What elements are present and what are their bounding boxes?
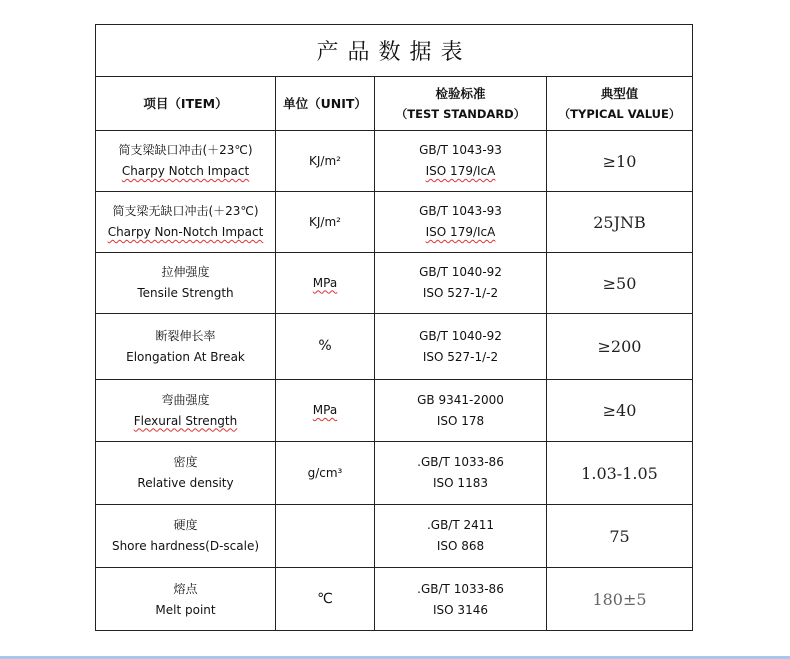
standard-gb: GB/T 1040-92 <box>419 328 502 343</box>
item-cell <box>96 253 276 313</box>
table-row <box>96 442 692 505</box>
table-row <box>96 253 692 314</box>
item-cell <box>96 314 276 379</box>
header-standard <box>375 77 547 130</box>
item-cell <box>96 505 276 567</box>
item-cn: 熔点 <box>173 581 198 596</box>
unit: KJ/m² <box>309 153 341 168</box>
item-cell <box>96 568 276 631</box>
standard-cell <box>375 131 547 191</box>
item-en: Charpy Notch Impact <box>121 164 250 178</box>
item-cell <box>96 442 276 504</box>
standard-iso: ISO 179/IcA <box>425 164 496 178</box>
standard-cell <box>375 380 547 441</box>
header-typical <box>547 77 692 130</box>
value-cell <box>547 380 692 441</box>
header-standard-cn: 检验标准 <box>435 85 486 101</box>
value-cell <box>547 314 692 379</box>
unit-cell <box>276 253 375 313</box>
table-row <box>96 314 692 380</box>
item-en: Charpy Non-Notch Impact <box>107 225 264 239</box>
typical-value: ≥200 <box>597 337 642 356</box>
standard-iso: ISO 3146 <box>433 602 488 617</box>
standard-iso: ISO 868 <box>436 539 485 553</box>
unit-cell <box>276 131 375 191</box>
unit: MPa <box>312 275 338 290</box>
table-row <box>96 192 692 253</box>
typical-value: ≥10 <box>602 151 637 171</box>
header-standard-en: （TEST STANDARD） <box>395 106 526 121</box>
item-en: Tensile Strength <box>137 286 234 300</box>
value-cell <box>547 131 692 191</box>
value-cell <box>547 253 692 313</box>
table-row <box>96 505 692 568</box>
unit-cell <box>276 380 375 441</box>
standard-iso: ISO 179/IcA <box>425 225 496 239</box>
value-cell <box>547 442 692 504</box>
standard-gb: GB/T 1043-93 <box>419 204 502 218</box>
item-en: Shore hardness(D-scale) <box>111 539 260 553</box>
unit-cell <box>276 442 375 504</box>
typical-value: 75 <box>609 526 630 546</box>
header-item <box>96 77 276 130</box>
item-cn: 拉伸强度 <box>161 265 210 279</box>
item-cell <box>96 380 276 441</box>
value-cell <box>547 505 692 567</box>
unit-cell <box>276 192 375 252</box>
typical-value: 1.03-1.05 <box>581 463 658 483</box>
value-cell <box>547 568 692 631</box>
item-cn: 简支梁无缺口冲击(＋23℃) <box>112 204 259 218</box>
typical-value: 25JNB <box>593 212 646 232</box>
item-cn: 硬度 <box>173 518 198 532</box>
typical-value: ≥40 <box>602 401 637 420</box>
unit-cell <box>276 568 375 631</box>
item-en: Melt point <box>155 602 216 617</box>
table-row <box>96 131 692 192</box>
product-data-table <box>95 24 693 631</box>
item-en: Elongation At Break <box>126 349 245 364</box>
item-cn: 简支梁缺口冲击(＋23℃) <box>118 143 253 157</box>
standard-gb: GB/T 1043-93 <box>419 143 502 157</box>
item-cell <box>96 192 276 252</box>
standard-gb: .GB/T 1033-86 <box>417 455 504 469</box>
header-typical-cn: 典型值 <box>600 85 639 101</box>
item-cn: 弯曲强度 <box>161 392 210 407</box>
standard-gb: .GB/T 2411 <box>426 518 495 532</box>
table-row <box>96 568 692 631</box>
standard-gb: GB 9341-2000 <box>417 392 504 407</box>
header-item-label: 项目（ITEM） <box>143 96 228 111</box>
unit: g/cm³ <box>307 465 343 480</box>
standard-gb: .GB/T 1033-86 <box>417 581 504 596</box>
value-cell <box>547 192 692 252</box>
standard-cell <box>375 192 547 252</box>
item-cell <box>96 131 276 191</box>
standard-cell <box>375 442 547 504</box>
header-typical-en: （TYPICAL VALUE） <box>558 106 681 121</box>
standard-cell <box>375 505 547 567</box>
standard-cell <box>375 568 547 631</box>
item-en: Relative density <box>137 476 234 490</box>
unit: KJ/m² <box>309 214 341 229</box>
standard-iso: ISO 527-1/-2 <box>422 286 499 300</box>
header-unit <box>276 77 375 130</box>
unit-cell <box>276 314 375 379</box>
standard-gb: GB/T 1040-92 <box>419 265 502 279</box>
table-header-row <box>96 77 692 131</box>
unit: MPa <box>312 403 338 417</box>
unit: % <box>318 338 332 354</box>
typical-value: 180±5 <box>592 590 647 609</box>
standard-cell <box>375 253 547 313</box>
item-cn: 断裂伸长率 <box>155 328 216 343</box>
unit: ℃ <box>317 591 333 607</box>
standard-cell <box>375 314 547 379</box>
header-unit-label: 单位（UNIT） <box>283 96 367 111</box>
item-cn: 密度 <box>173 455 198 469</box>
unit-cell <box>276 505 375 567</box>
standard-iso: ISO 178 <box>436 413 485 428</box>
item-en: Flexural Strength <box>133 413 238 428</box>
table-row <box>96 380 692 442</box>
standard-iso: ISO 1183 <box>433 476 488 490</box>
table-title: 产品数据表 <box>96 25 692 77</box>
standard-iso: ISO 527-1/-2 <box>422 349 499 364</box>
typical-value: ≥50 <box>602 273 637 293</box>
